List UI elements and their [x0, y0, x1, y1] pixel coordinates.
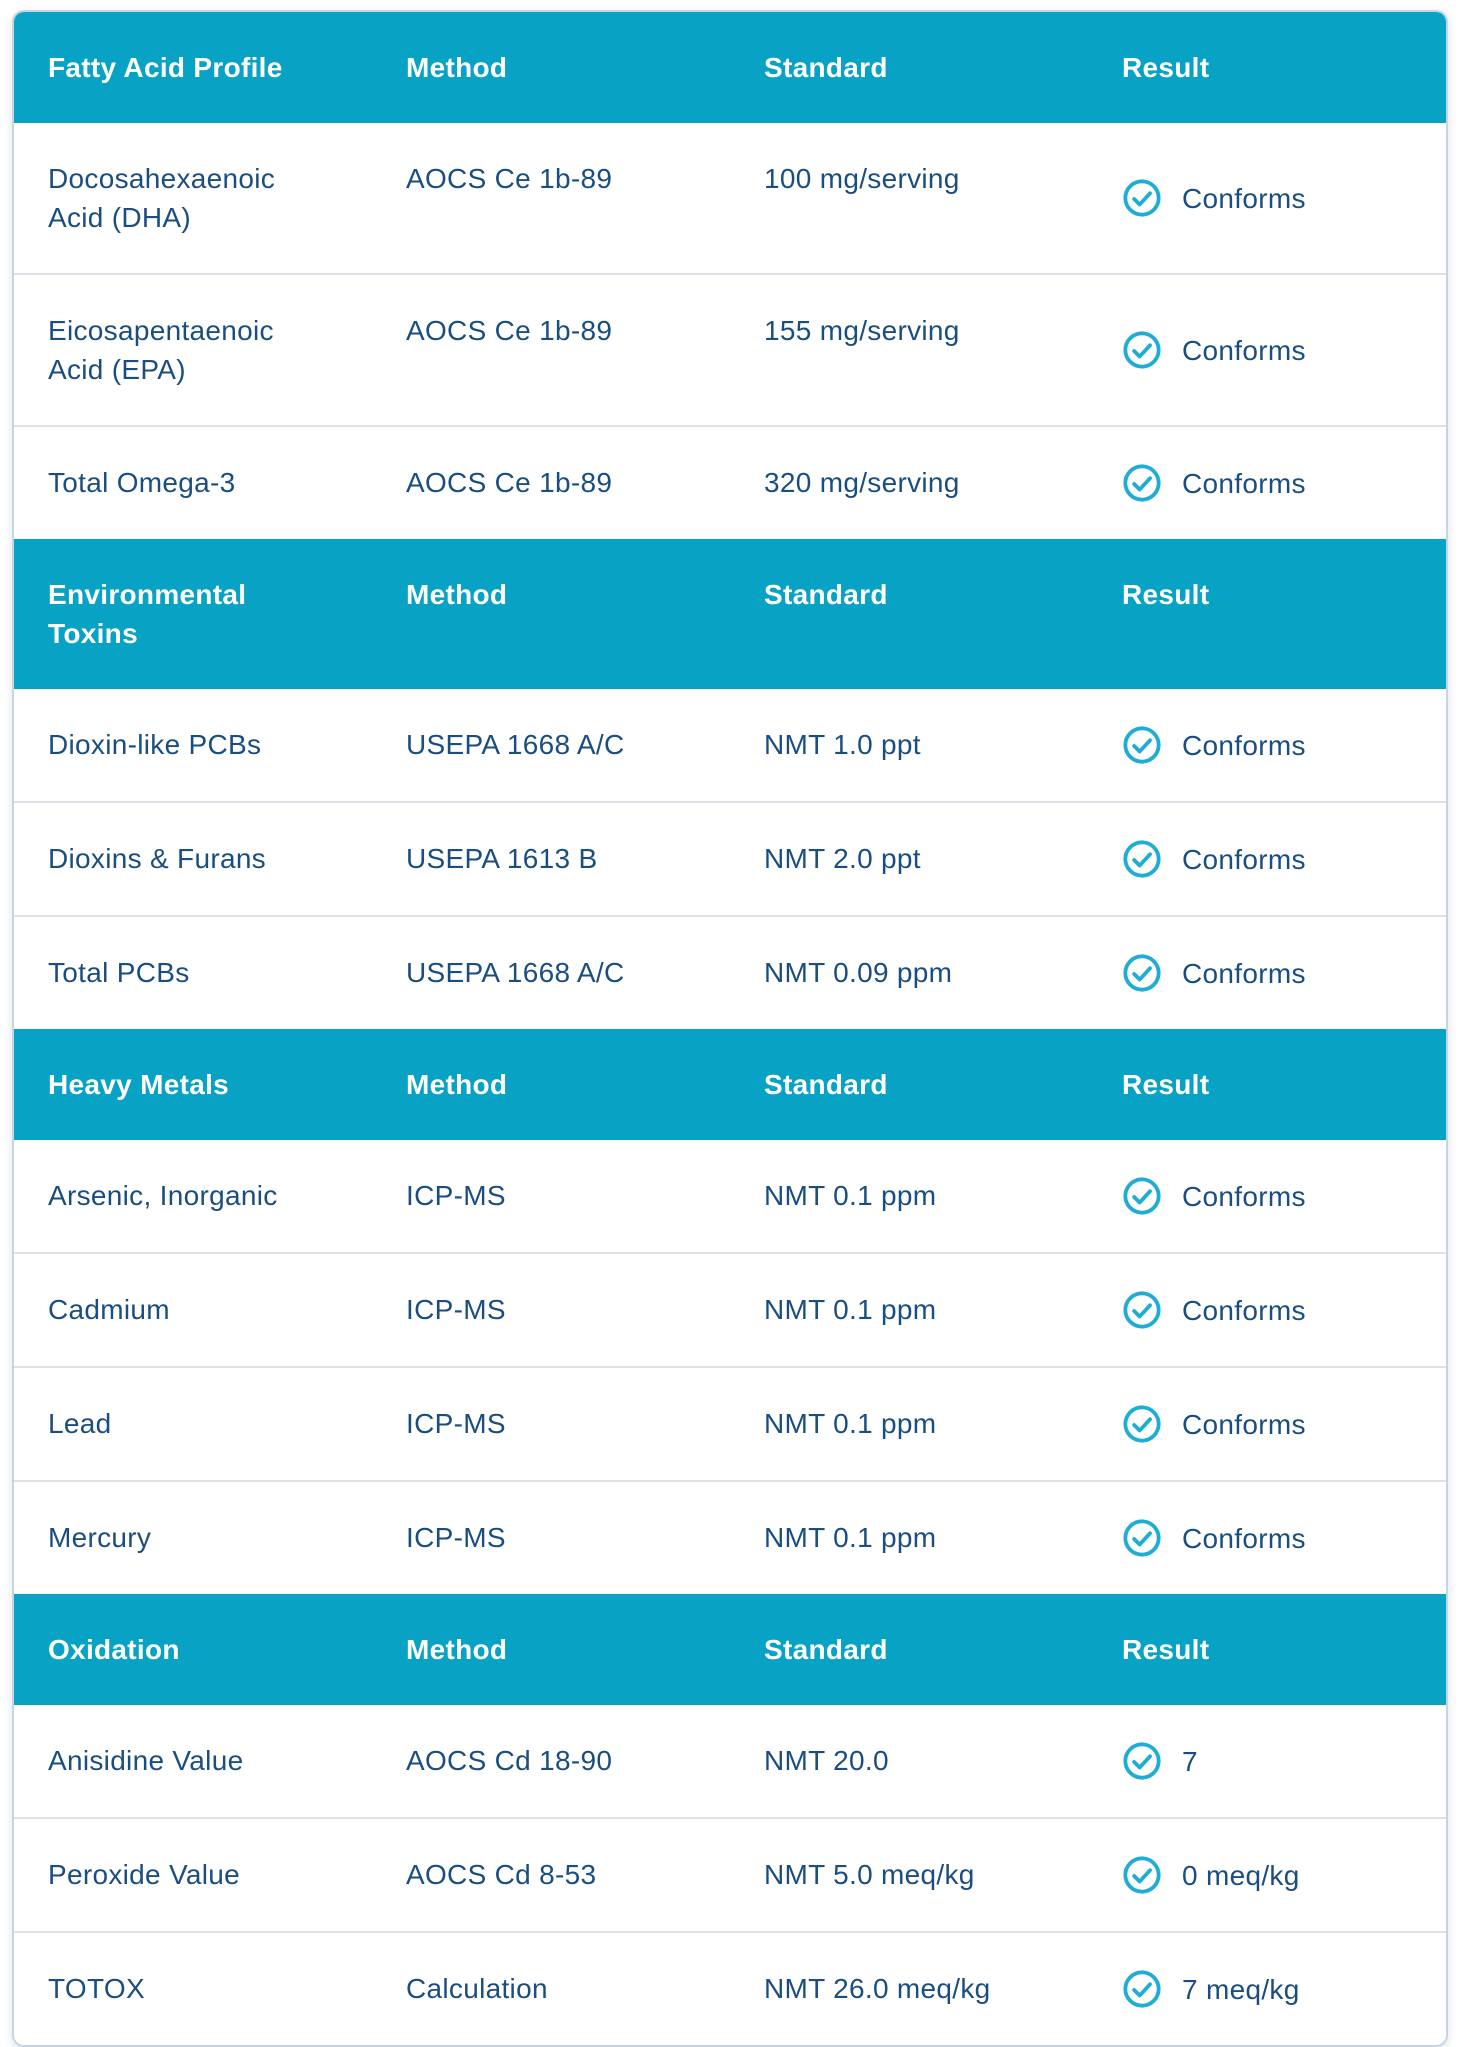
analyte-name: Anisidine Value [48, 1745, 244, 1776]
result-cell [1088, 916, 1446, 1029]
result-label: Conforms [1182, 1294, 1306, 1326]
method-value: USEPA 1668 A/C [406, 729, 625, 760]
table-row [14, 1818, 1446, 1932]
result-cell [1088, 689, 1446, 802]
standard-value: NMT 0.09 ppm [730, 916, 1088, 1029]
result-label: Conforms [1182, 1408, 1306, 1440]
analyte-name: TOTOX [14, 1932, 372, 2045]
result-cell [1088, 1818, 1446, 1932]
result-cell [1088, 1367, 1446, 1481]
method-value: USEPA 1668 A/C [372, 916, 730, 1029]
method-value: AOCS Ce 1b-89 [372, 426, 730, 539]
analyte-name: Dioxin-like PCBs [48, 729, 262, 760]
section-header-row [14, 12, 1446, 123]
column-header-standard: Standard [730, 539, 1088, 689]
column-header-result: Result [1088, 1029, 1446, 1140]
column-header-method: Method [372, 539, 730, 689]
column-header-standard: Standard [730, 1594, 1088, 1705]
result-label: Conforms [1182, 1522, 1306, 1554]
standard-value: 100 mg/serving [764, 163, 960, 194]
result-label: Conforms [1182, 729, 1306, 761]
standard-value: NMT 2.0 ppt [730, 802, 1088, 916]
analyte-name: Peroxide Value [14, 1818, 372, 1932]
standard-value: NMT 20.0 [764, 1745, 889, 1776]
check-circle-icon [1122, 1518, 1162, 1558]
table-row [14, 916, 1446, 1029]
result-label: Conforms [1182, 334, 1306, 366]
result-status [1122, 1741, 1430, 1781]
result-cell [1088, 802, 1446, 916]
table-row [14, 1140, 1446, 1253]
table-section [14, 1029, 1446, 1594]
standard-value: NMT 0.1 ppm [730, 1253, 1088, 1367]
table-section [14, 539, 1446, 1029]
check-circle-icon [1122, 725, 1162, 765]
column-header-result: Result [1088, 12, 1446, 123]
result-cell [1088, 1481, 1446, 1594]
results-table-card [12, 10, 1448, 2047]
check-circle-icon [1122, 1855, 1162, 1895]
result-cell [1088, 426, 1446, 539]
section-header-row [14, 1594, 1446, 1705]
coa-results-table [14, 12, 1446, 2045]
result-status [1122, 1404, 1430, 1444]
result-status [1122, 1969, 1430, 2009]
table-section [14, 12, 1446, 539]
check-circle-icon [1122, 1176, 1162, 1216]
result-label: Conforms [1182, 1180, 1306, 1212]
check-circle-icon [1122, 1969, 1162, 2009]
table-row [14, 1705, 1446, 1818]
analyte-name: Eicosapentaenoic Acid (EPA) [14, 274, 372, 426]
method-value: AOCS Cd 18-90 [406, 1745, 613, 1776]
analyte-name: Dioxins & Furans [14, 802, 372, 916]
analyte-name: Total PCBs [14, 916, 372, 1029]
result-label: 0 meq/kg [1182, 1859, 1300, 1891]
standard-value: NMT 0.1 ppm [764, 1180, 937, 1211]
section-title: Heavy Metals [14, 1029, 372, 1140]
column-header-result: Result [1088, 539, 1446, 689]
analyte-name: Docosahexaenoic Acid (DHA) [48, 163, 276, 233]
analyte-name: Total Omega-3 [14, 426, 372, 539]
result-status [1122, 953, 1430, 993]
result-cell [1088, 1705, 1446, 1818]
column-header-standard: Standard [730, 1029, 1088, 1140]
column-header-result: Result [1088, 1594, 1446, 1705]
check-circle-icon [1122, 839, 1162, 879]
section-title: Oxidation [14, 1594, 372, 1705]
result-label: Conforms [1182, 182, 1306, 214]
analyte-name: Arsenic, Inorganic [48, 1180, 278, 1211]
section-title: Environmental Toxins [14, 539, 372, 689]
check-circle-icon [1122, 953, 1162, 993]
standard-value: NMT 0.1 ppm [730, 1367, 1088, 1481]
table-row [14, 426, 1446, 539]
table-row [14, 1367, 1446, 1481]
standard-value: 320 mg/serving [730, 426, 1088, 539]
standard-value: 155 mg/serving [730, 274, 1088, 426]
method-value: Calculation [372, 1932, 730, 2045]
method-value: ICP-MS [372, 1481, 730, 1594]
result-label: 7 meq/kg [1182, 1973, 1300, 2005]
table-row [14, 689, 1446, 802]
result-status [1122, 725, 1430, 765]
analyte-name: Mercury [14, 1481, 372, 1594]
column-header-method: Method [372, 1594, 730, 1705]
method-value: ICP-MS [372, 1253, 730, 1367]
check-circle-icon [1122, 1290, 1162, 1330]
method-value: ICP-MS [406, 1180, 506, 1211]
result-cell [1088, 274, 1446, 426]
check-circle-icon [1122, 1741, 1162, 1781]
result-status [1122, 839, 1430, 879]
standard-value: NMT 0.1 ppm [730, 1481, 1088, 1594]
check-circle-icon [1122, 330, 1162, 370]
table-row [14, 1253, 1446, 1367]
method-value: ICP-MS [372, 1367, 730, 1481]
result-status [1122, 463, 1430, 503]
result-status [1122, 178, 1430, 218]
analyte-name: Lead [14, 1367, 372, 1481]
table-row [14, 802, 1446, 916]
check-circle-icon [1122, 178, 1162, 218]
check-circle-icon [1122, 1404, 1162, 1444]
result-status [1122, 330, 1430, 370]
section-header-row [14, 1029, 1446, 1140]
standard-value: NMT 26.0 meq/kg [730, 1932, 1088, 2045]
column-header-standard: Standard [730, 12, 1088, 123]
result-cell [1088, 123, 1446, 274]
analyte-name: Cadmium [14, 1253, 372, 1367]
method-value: AOCS Cd 8-53 [372, 1818, 730, 1932]
method-value: AOCS Ce 1b-89 [406, 163, 613, 194]
result-status [1122, 1855, 1430, 1895]
table-row [14, 1481, 1446, 1594]
result-label: Conforms [1182, 467, 1306, 499]
result-cell [1088, 1932, 1446, 2045]
result-label: Conforms [1182, 957, 1306, 989]
result-status [1122, 1176, 1430, 1216]
standard-value: NMT 1.0 ppt [764, 729, 921, 760]
table-row [14, 274, 1446, 426]
result-status [1122, 1290, 1430, 1330]
column-header-method: Method [372, 1029, 730, 1140]
result-label: 7 [1182, 1745, 1198, 1777]
standard-value: NMT 5.0 meq/kg [730, 1818, 1088, 1932]
check-circle-icon [1122, 463, 1162, 503]
method-value: AOCS Ce 1b-89 [372, 274, 730, 426]
method-value: USEPA 1613 B [372, 802, 730, 916]
result-status [1122, 1518, 1430, 1558]
table-row [14, 123, 1446, 274]
result-label: Conforms [1182, 843, 1306, 875]
section-header-row [14, 539, 1446, 689]
result-cell [1088, 1140, 1446, 1253]
table-row [14, 1932, 1446, 2045]
column-header-method: Method [372, 12, 730, 123]
result-cell [1088, 1253, 1446, 1367]
table-section [14, 1594, 1446, 2045]
section-title: Fatty Acid Profile [14, 12, 372, 123]
